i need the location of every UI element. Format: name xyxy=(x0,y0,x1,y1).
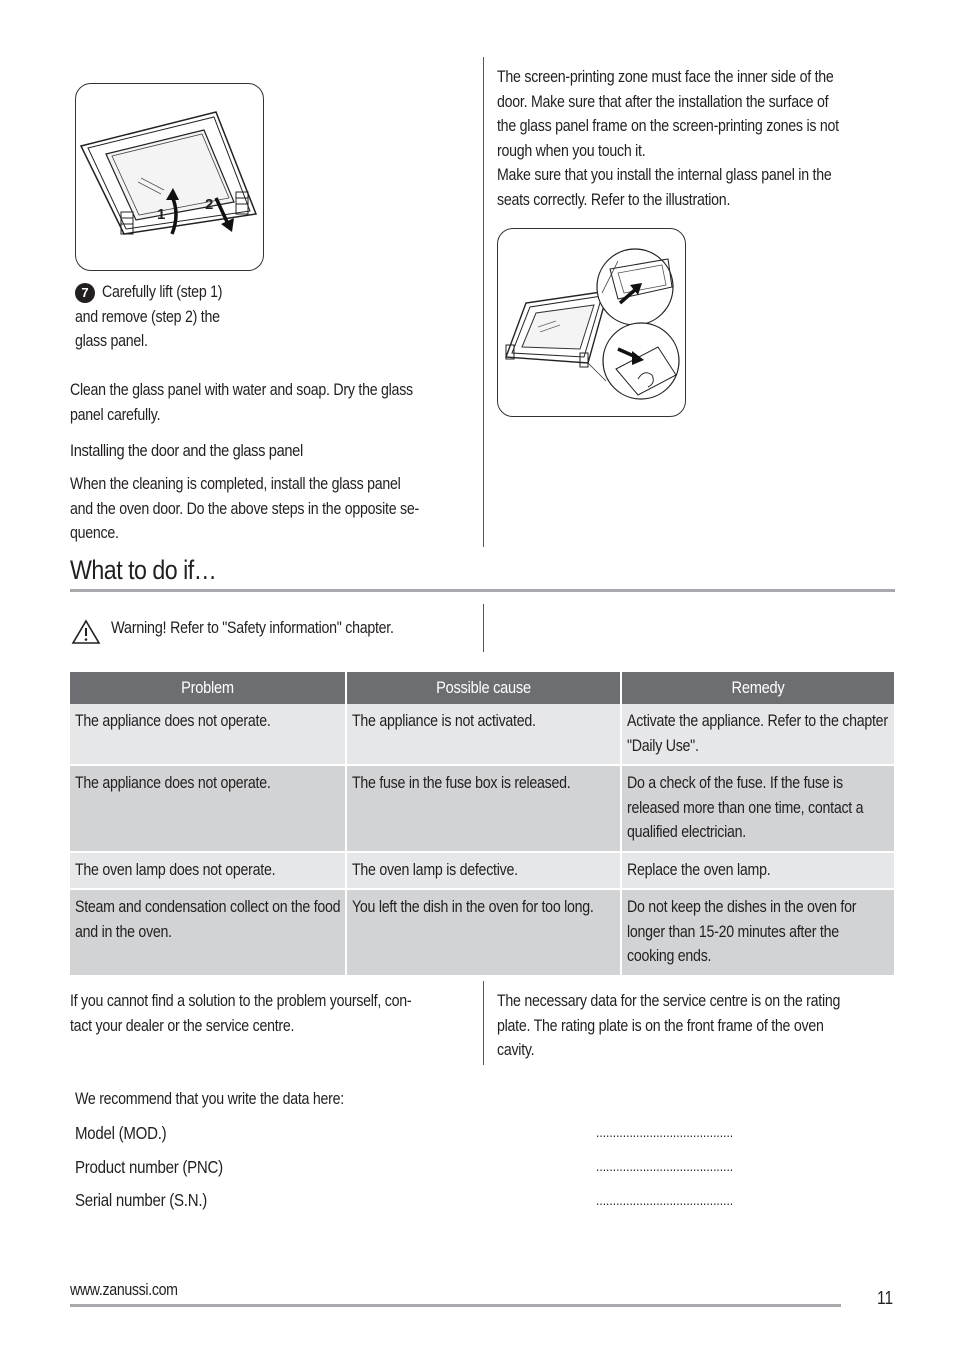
header-possible-cause: Possible cause xyxy=(346,672,621,704)
paragraph-line: If you cannot find a solution to the problem yourself, con- xyxy=(70,992,412,1010)
pnc-field-blank[interactable]: ......................................... xyxy=(596,1158,734,1174)
footer-rule xyxy=(70,1304,841,1307)
cause-cell: The appliance is not activated. xyxy=(346,704,621,765)
remedy-cell: Activate the appliance. Refer to the chapter "Daily Use". xyxy=(621,704,894,765)
figure-number-badge: 7 xyxy=(75,283,95,303)
section-title: What to do if… xyxy=(70,555,217,585)
remedy-cell: Do not keep the dishes in the oven for longer than 15-20 minutes after the cooking ends. xyxy=(621,889,894,976)
header-problem: Problem xyxy=(70,672,346,704)
rating-plate-paragraph xyxy=(497,989,896,1063)
paragraph-line: tact your dealer or the service centre. xyxy=(70,1016,295,1035)
paragraph-line: Clean the glass panel with water and soap. Dry the glass xyxy=(70,381,413,399)
paragraph-line: seats correctly. Refer to the illustration. xyxy=(497,190,731,209)
serial-field-label: Serial number (S.N.) xyxy=(75,1190,208,1210)
footer-website-link[interactable]: www.zanussi.com xyxy=(70,1281,178,1299)
table-row xyxy=(70,852,894,890)
paragraph-line: Make sure that you install the internal glass panel in the xyxy=(497,166,832,184)
model-field-blank[interactable]: ......................................... xyxy=(596,1124,734,1140)
data-record-intro: We recommend that you write the data here: xyxy=(75,1090,344,1108)
clean-glass-paragraph xyxy=(70,378,469,427)
warning-block xyxy=(70,616,470,650)
table-row xyxy=(70,889,894,976)
paragraph-line: panel carefully. xyxy=(70,405,161,424)
paragraph-line: quence. xyxy=(70,524,119,542)
paragraph-line: rough when you touch it. xyxy=(497,141,646,160)
table-header-row xyxy=(70,672,894,704)
table-row xyxy=(70,765,894,852)
pnc-field-label: Product number (PNC) xyxy=(75,1157,223,1177)
paragraph-line: The screen-printing zone must face the inner side of the xyxy=(497,68,834,86)
figure-caption-line-3: glass panel. xyxy=(75,332,148,350)
cause-cell: The oven lamp is defective. xyxy=(346,852,621,890)
problem-cell: The oven lamp does not operate. xyxy=(70,852,346,890)
contact-dealer-paragraph xyxy=(70,989,467,1038)
warning-triangle-icon xyxy=(71,619,101,645)
section-title-rule xyxy=(70,589,895,592)
step-2-label: 2 xyxy=(205,196,214,213)
warning-text: Refer to "Safety information" chapter. xyxy=(170,619,394,637)
column-divider xyxy=(483,57,484,547)
serial-field-blank[interactable]: ......................................... xyxy=(596,1192,734,1208)
paragraph-line: When the cleaning is completed, install the glass panel xyxy=(70,475,401,493)
troubleshooting-table xyxy=(70,672,894,977)
paragraph-line: and the oven door. Do the above steps in the opposite se- xyxy=(70,499,419,518)
paragraph-line: door. Make sure that after the installation the surface of xyxy=(497,92,829,111)
warning-label: Warning! xyxy=(111,618,167,637)
remedy-cell: Do a check of the fuse. If the fuse is released more than one time, contact a qualified electrician. xyxy=(621,765,894,852)
remedy-cell: Replace the oven lamp. xyxy=(621,852,894,890)
figure-install-glass-panel xyxy=(497,228,686,417)
figure-caption-line-1: Carefully lift (step 1) xyxy=(102,283,223,301)
paragraph-line: cavity. xyxy=(497,1041,535,1059)
figure-lift-glass-panel xyxy=(75,83,264,271)
problem-cell: The appliance does not operate. xyxy=(70,704,346,765)
page-number: 11 xyxy=(877,1288,894,1308)
column-divider xyxy=(483,981,484,1065)
paragraph-line: The necessary data for the service centre is on the rating xyxy=(497,992,841,1010)
model-field-label: Model (MOD.) xyxy=(75,1123,167,1143)
table-row xyxy=(70,704,894,765)
install-door-heading: Installing the door and the glass panel xyxy=(70,441,303,460)
figure-caption-line-2: and remove (step 2) the xyxy=(75,308,220,326)
paragraph-line: plate. The rating plate is on the front frame of the oven xyxy=(497,1016,824,1035)
cause-cell: The fuse in the fuse box is released. xyxy=(346,765,621,852)
screen-printing-paragraph xyxy=(497,65,894,212)
paragraph-line: the glass panel frame on the screen-printing zones is not xyxy=(497,117,839,135)
install-paragraph xyxy=(70,472,476,546)
problem-cell: The appliance does not operate. xyxy=(70,765,346,852)
header-remedy: Remedy xyxy=(621,672,894,704)
problem-cell: Steam and condensation collect on the food and in the oven. xyxy=(70,889,346,976)
glass-panel-install-illustration xyxy=(498,229,685,416)
warning-divider xyxy=(483,604,484,652)
step-1-label: 1 xyxy=(157,206,166,223)
cause-cell: You left the dish in the oven for too long. xyxy=(346,889,621,976)
glass-panel-removal-illustration xyxy=(76,84,263,270)
